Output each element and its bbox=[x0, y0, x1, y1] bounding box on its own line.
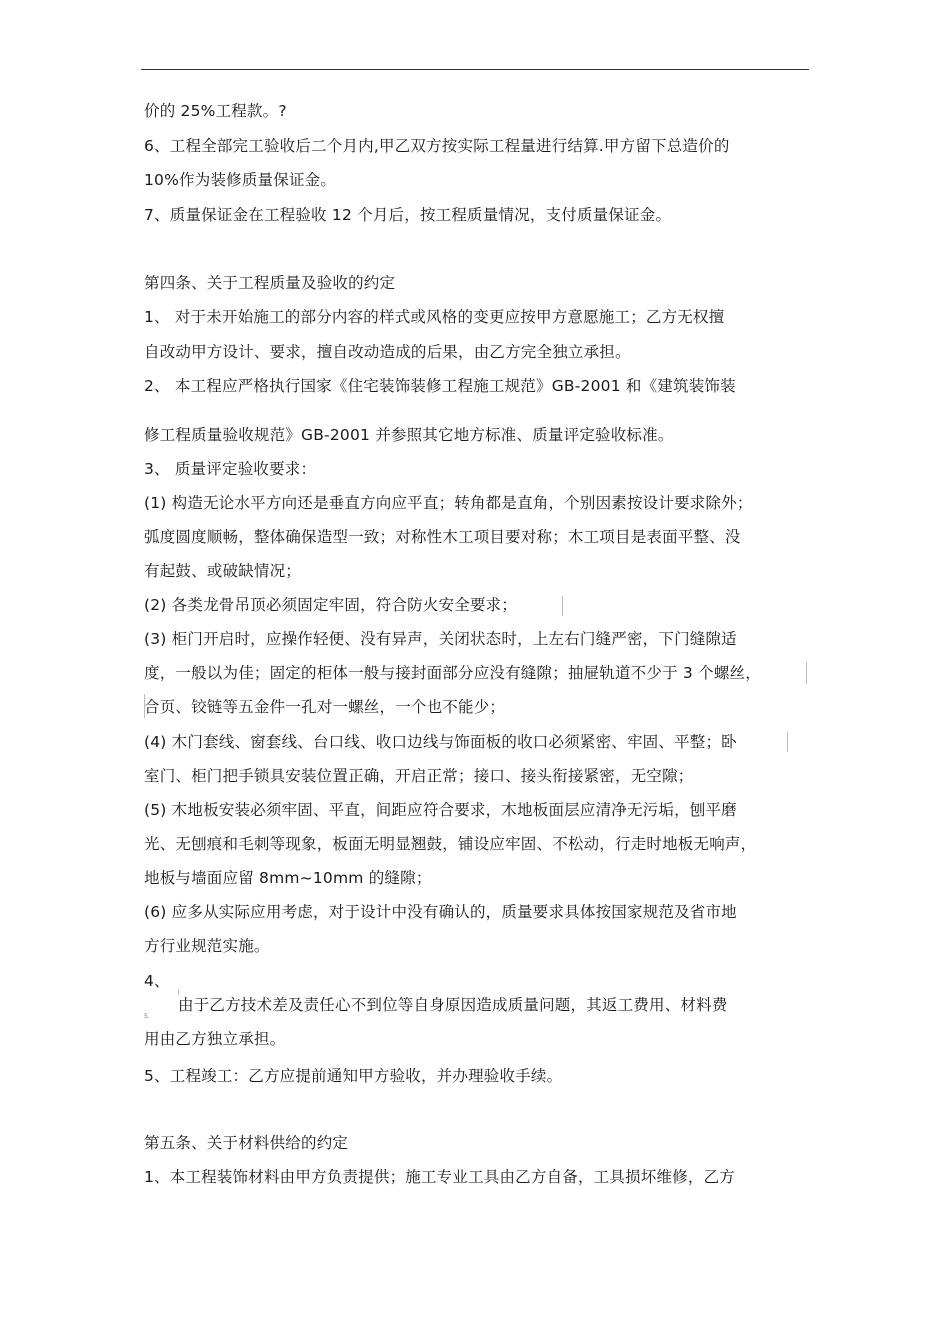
small-mark: 5. bbox=[144, 1013, 150, 1020]
text-line: 6、工程全部完工验收后二个月内,甲乙双方按实际工程量进行结算.甲方留下总造价的 bbox=[144, 137, 730, 155]
text-line: (5) 木地板安装必须牢固、平直，间距应符合要求，木地板面层应清净无污垢，刨平磨 bbox=[144, 801, 737, 819]
text-line: 5、工程竣工：乙方应提前通知甲方验收，并办理验收手续。 bbox=[144, 1067, 563, 1085]
text-line: 方行业规范实施。 bbox=[144, 937, 270, 955]
edit-mark bbox=[806, 662, 807, 684]
text-line: 有起鼓、或破缺情况； bbox=[144, 562, 302, 580]
text-line: (6) 应多从实际应用考虑，对于设计中没有确认的，质量要求具体按国家规范及省市地 bbox=[144, 903, 737, 921]
text-line: 4、 bbox=[144, 972, 170, 990]
text-line: 2、 本工程应严格执行国家《住宅装饰装修工程施工规范》GB-2001 和《建筑装饰装 bbox=[144, 377, 736, 395]
edit-mark bbox=[787, 732, 788, 752]
text-line: 用由乙方独立承担。 bbox=[144, 1030, 286, 1048]
text-line: 3、 质量评定验收要求： bbox=[144, 460, 317, 478]
text-line: 价的 25%工程款。? bbox=[144, 102, 287, 120]
header-rule bbox=[141, 69, 809, 70]
text-line: 度，一般以为佳；固定的柜体一般与接封面部分应没有缝隙；抽屉轨道不少于 3 个螺丝， bbox=[144, 664, 761, 682]
text-line: (3) 柜门开启时，应操作轻便、没有异声，关闭状态时，上左右门缝严密，下门缝隙适 bbox=[144, 630, 737, 648]
text-line: 合页、铰链等五金件一孔对一螺丝，一个也不能少； bbox=[144, 698, 506, 716]
edit-mark bbox=[144, 694, 145, 718]
text-line: 10%作为装修质量保证金。 bbox=[144, 171, 337, 189]
text-line: 修工程质量验收规范》GB-2001 并参照其它地方标准、质量评定验收标准。 bbox=[144, 426, 674, 444]
edit-mark bbox=[178, 990, 179, 994]
text-line: (4) 木门套线、窗套线、台口线、收口边线与饰面板的收口必须紧密、牢固、平整；卧 bbox=[144, 733, 737, 751]
text-line: 光、无刨痕和毛刺等现象，板面无明显翘鼓，铺设应牢固、不松动，行走时地板无响声， bbox=[144, 835, 757, 853]
text-line: (2) 各类龙骨吊顶必须固定牢固，符合防火安全要求； bbox=[144, 596, 518, 614]
section-heading: 第五条、关于材料供给的约定 bbox=[144, 1134, 349, 1152]
edit-mark bbox=[562, 596, 563, 616]
text-line: 7、质量保证金在工程验收 12 个月后，按工程质量情况，支付质量保证金。 bbox=[144, 206, 672, 224]
text-line: (1) 构造无论水平方向还是垂直方向应平直；转角都是直角，个别因素按设计要求除外； bbox=[144, 494, 753, 512]
text-line: 地板与墙面应留 8mm~10mm 的缝隙； bbox=[144, 869, 432, 887]
text-line: 自改动甲方设计、要求，擅自改动造成的后果，由乙方完全独立承担。 bbox=[144, 343, 631, 361]
text-line: 1、 对于未开始施工的部分内容的样式或风格的变更应按甲方意愿施工；乙方无权擅 bbox=[144, 308, 725, 326]
text-line: 弧度圆度顺畅，整体确保造型一致；对称性木工项目要对称；木工项目是表面平整、没 bbox=[144, 528, 741, 546]
section-heading: 第四条、关于工程质量及验收的约定 bbox=[144, 274, 396, 292]
text-line: 1、本工程装饰材料由甲方负责提供；施工专业工具由乙方自备，工具损坏维修，乙方 bbox=[144, 1168, 735, 1186]
text-line: 室门、柜门把手锁具安装位置正确，开启正常；接口、接头衔接紧密，无空隙； bbox=[144, 767, 694, 785]
text-line: 由于乙方技术差及责任心不到位等自身原因造成质量问题，其返工费用、材料费 bbox=[178, 996, 728, 1014]
